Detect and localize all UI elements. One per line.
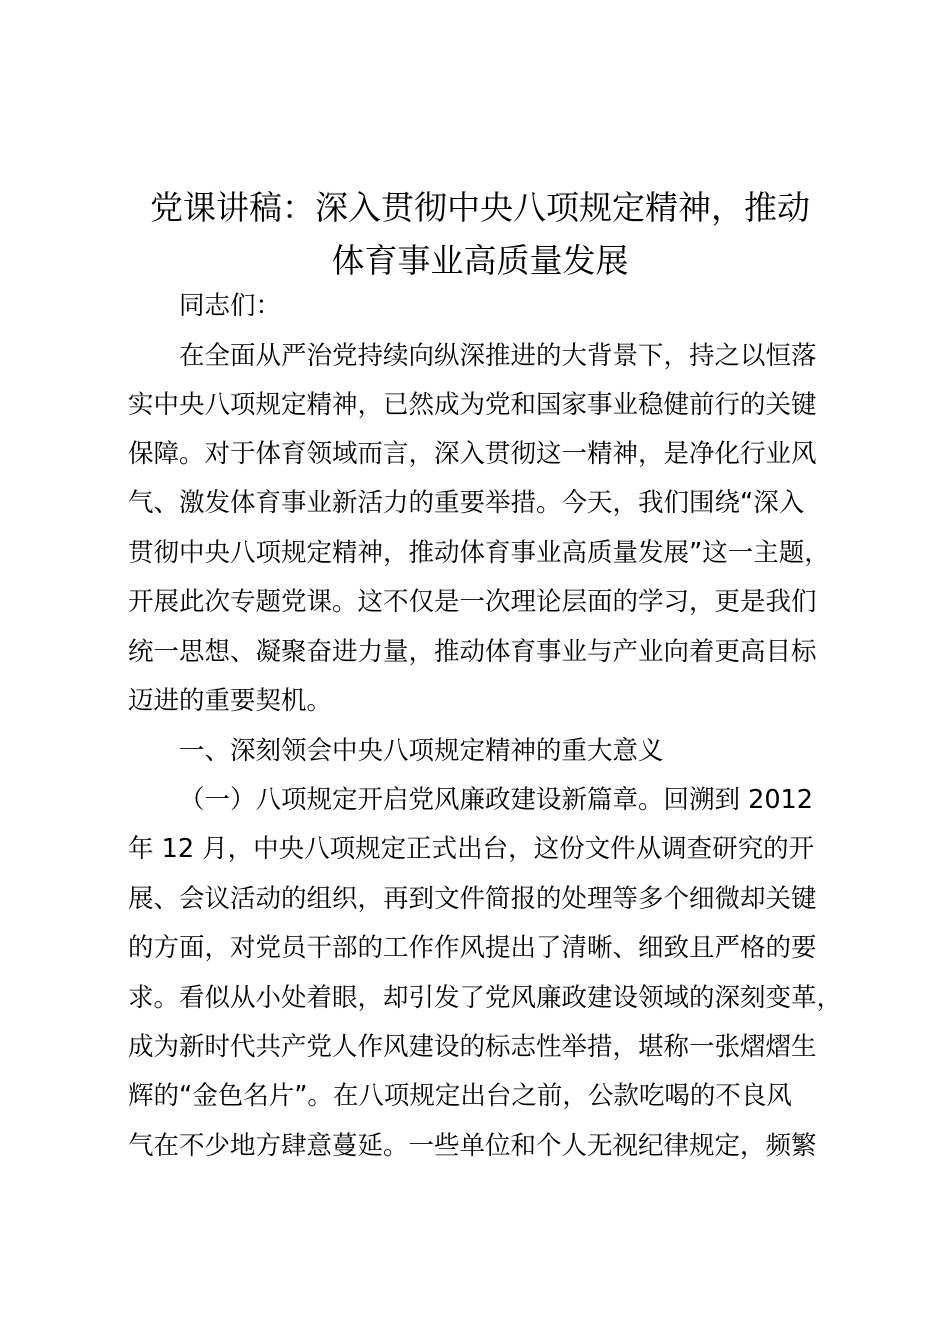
paragraph-line: 的方面，对党员干部的工作作风提出了清晰、细致且严格的要 <box>128 933 817 963</box>
paragraph-line: 气、激发体育事业新活力的重要举措。今天，我们围绕“深入 <box>128 488 805 518</box>
paragraph-line: 迈进的重要契机。 <box>128 686 333 716</box>
paragraph-line: 年 12 月，中央八项规定正式出台，这份文件从调查研究的开 <box>128 834 815 864</box>
paragraph-line: 展、会议活动的组织，再到文件简报的处理等多个细微却关键 <box>128 884 817 914</box>
document-title <box>120 181 840 287</box>
paragraph-line: 在全面从严治党持续向纵深推进的大背景下，持之以恒落 <box>179 341 817 371</box>
title-line-1: 党课讲稿：深入贯彻中央八项规定精神，推动 <box>150 188 810 227</box>
section-heading: 一、深刻领会中央八项规定精神的重大意义 <box>179 736 664 766</box>
paragraph-line: 开展此次专题党课。这不仅是一次理论层面的学习，更是我们 <box>128 587 817 617</box>
title-line-2: 体育事业高质量发展 <box>331 241 629 280</box>
paragraph-line: 保障。对于体育领域而言，深入贯彻这一精神，是净化行业风 <box>128 439 817 469</box>
paragraph-line: 贯彻中央八项规定精神，推动体育事业高质量发展”这一主题， <box>128 538 830 568</box>
paragraph-line: （一）八项规定开启党风廉政建设新篇章。回溯到 2012 <box>179 785 814 815</box>
paragraph-line: 成为新时代共产党人作风建设的标志性举措，堪称一张熠熠生 <box>128 1032 817 1062</box>
paragraph-line: 气在不少地方肆意蔓延。一些单位和个人无视纪律规定，频繁 <box>128 1131 817 1161</box>
paragraph-line: 求。看似从小处着眼，却引发了党风廉政建设领域的深刻变革， <box>128 983 843 1013</box>
paragraph-line: 实中央八项规定精神，已然成为党和国家事业稳健前行的关键 <box>128 390 817 420</box>
paragraph-line: 统一思想、凝聚奋进力量，推动体育事业与产业向着更高目标 <box>128 637 817 667</box>
paragraph-line: 辉的“金色名片”。在八项规定出台之前，公款吃喝的不良风 <box>128 1081 792 1111</box>
salutation: 同志们： <box>179 291 282 321</box>
